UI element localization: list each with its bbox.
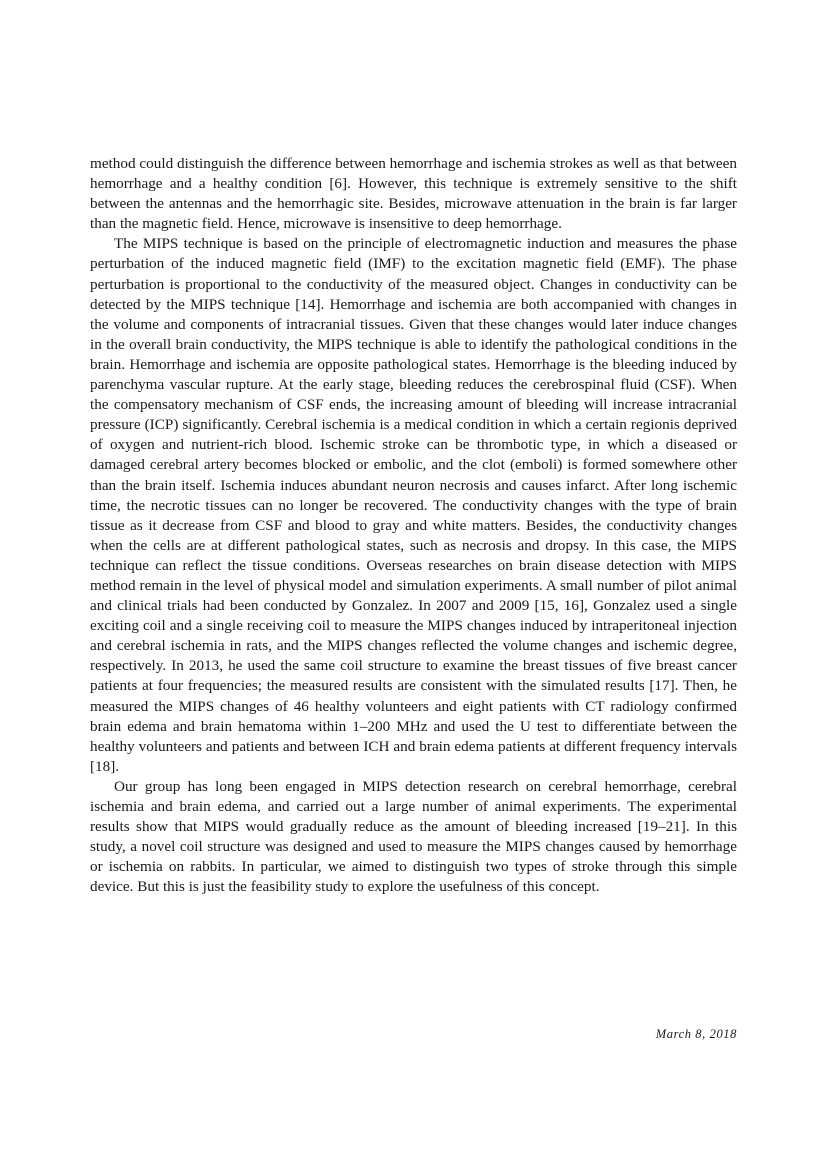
footer-date: March 8, 2018: [655, 1027, 737, 1041]
paragraph-mips-technique: The MIPS technique is based on the principle of electromagnetic induction and measures the phase perturbation of the induced magnetic field (IMF) to the excitation magnetic field (EMF). The phase perturbation is proportional to the conductivity of the measured object. Changes in conductivity can be detected by the MIPS technique [14]. Hemorrhage and ischemia are both accompanied with changes in the volume and components of intracranial tissues. Given that these changes would later induce changes in the overall brain conductivity, the MIPS technique is able to identify the pathological conditions in the brain. Hemorrhage and ischemia are opposite pathological states. Hemorrhage is the bleeding induced by parenchyma vascular rupture. At the early stage, bleeding reduces the cerebrospinal fluid (CSF). When the compensatory mechanism of CSF ends, the increasing amount of bleeding will increase intracranial pressure (ICP) significantly. Cerebral ischemia is a medical condition in which a certain regionis deprived of oxygen and nutrient-rich blood. Ischemic stroke can be thrombotic type, in which a diseased or damaged cerebral artery becomes blocked or embolic, and the clot (emboli) is formed somewhere other than the brain itself. Ischemia induces abundant neuron necrosis and causes infarct. After long ischemic time, the necrotic tissues can no longer be recovered. The conductivity changes with the type of brain tissue as it decrease from CSF and blood to gray and white matters. Besides, the conductivity changes when the cells are at different pathological states, such as necrosis and dropsy. In this case, the MIPS technique can reflect the tissue conditions. Overseas researches on brain disease detection with MIPS method remain in the level of physical model and simulation experiments. A small number of pilot animal and clinical trials had been conducted by Gonzalez. In 2007 and 2009 [15, 16], Gonzalez used a single exciting coil and a single receiving coil to measure the MIPS changes induced by intraperitoneal injection and cerebral ischemia in rats, and the MIPS changes reflected the volume changes and ischemic degree, respectively. In 2013, he used the same coil structure to examine the breast tissues of five breast cancer patients at four frequencies; the measured results are consistent with the simulated results [17]. Then, he measured the MIPS changes of 46 healthy volunteers and eight patients with CT radiology confirmed brain edema and brain hematoma within 1–200 MHz and used the U test to differentiate between the healthy volunteers and patients and between ICH and brain edema patients at different frequency intervals [18].: [90, 235, 737, 775]
paragraph-our-group: Our group has long been engaged in MIPS detection research on cerebral hemorrhage, cerebral ischemia and brain edema, and carried out a large number of animal experiments. The experimental results show that MIPS would gradually reduce as the amount of bleeding increased [19–21]. In this study, a novel coil structure was designed and used to measure the MIPS changes caused by hemorrhage or ischemia on rabbits. In particular, we aimed to distinguish two types of stroke through this simple device. But this is just the feasibility study to explore the usefulness of this concept.: [90, 777, 737, 896]
paragraph-continued: method could distinguish the difference between hemorrhage and ischemia strokes as well as that between hemorrhage and a healthy condition [6]. However, this technique is extremely sensitive to the shift between the antennas and the hemorrhagic site. Besides, microwave attenuation in the brain is far larger than the magnetic field. Hence, microwave is insensitive to deep hemorrhage.: [90, 155, 737, 233]
article-body: [90, 154, 737, 897]
